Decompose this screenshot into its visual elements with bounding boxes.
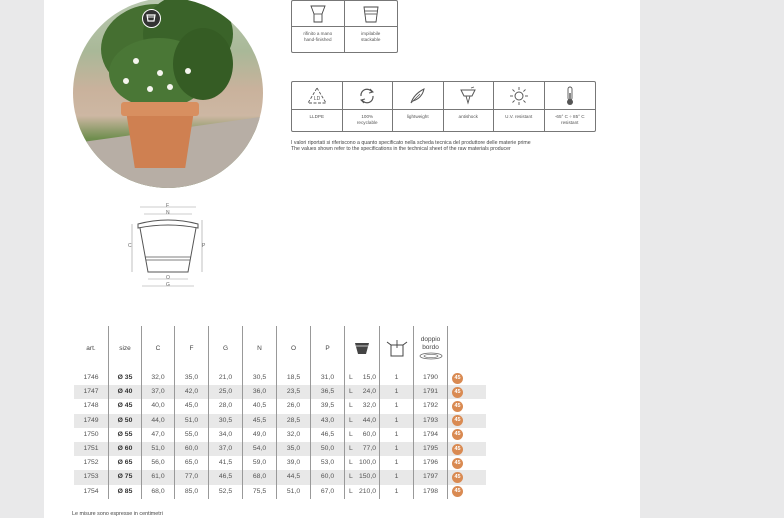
volume-value: 44,0 <box>362 416 376 424</box>
hand-finished-pot-icon <box>292 1 344 27</box>
cell-p: 60,0 <box>311 470 345 484</box>
cell-volume <box>345 414 380 428</box>
cell-g: 25,0 <box>209 385 243 399</box>
ldpe-code-text: LD <box>313 95 320 102</box>
cell-f: 60,0 <box>175 442 209 456</box>
table-row <box>74 456 486 470</box>
cell-o: 44,5 <box>277 470 311 484</box>
feature-uv-resistant <box>494 82 545 131</box>
cell-g: 41,5 <box>209 456 243 470</box>
volume-value: 100,0 <box>358 459 376 467</box>
table-row <box>74 428 486 442</box>
product-photo <box>73 0 263 188</box>
cell-volume <box>345 470 380 484</box>
cell-g: 28,0 <box>209 399 243 413</box>
cell-size: Ø 45 <box>109 399 142 413</box>
volume-unit: L <box>349 374 353 381</box>
technical-drawing <box>128 202 208 290</box>
dim-label-n: N <box>166 210 170 216</box>
col-header-n: N <box>243 326 277 370</box>
cell-double-rim-code: 1794 <box>414 428 448 442</box>
cell-size: Ø 50 <box>109 414 142 428</box>
dim-label-p: P <box>202 243 206 249</box>
feature-recyclable <box>343 82 394 131</box>
column-divider <box>447 326 448 499</box>
note-english: The values shown refer to the specifications in the technical sheet of the raw materials producer <box>291 146 511 152</box>
cell-size: Ø 85 <box>109 485 142 499</box>
pot-cart-icon[interactable] <box>142 9 161 28</box>
cell-size: Ø 35 <box>109 371 142 385</box>
table-row <box>74 385 486 399</box>
cell-n: 30,5 <box>243 371 277 385</box>
column-divider <box>141 326 142 499</box>
cell-p: 50,0 <box>311 442 345 456</box>
feature-label-it: impilabile <box>361 31 381 36</box>
column-divider <box>208 326 209 499</box>
stackable-pot-icon <box>345 1 398 27</box>
cell-p: 46,5 <box>311 428 345 442</box>
recycle-ldpe-icon <box>292 82 342 110</box>
cell-p: 39,5 <box>311 399 345 413</box>
col-header-size: size <box>109 326 142 370</box>
cell-p: 31,0 <box>311 371 345 385</box>
volume-value: 15,0 <box>362 374 376 381</box>
volume-unit: L <box>349 402 353 410</box>
column-divider <box>379 326 380 499</box>
double-rim-label-1: doppio <box>420 336 441 343</box>
cell-n: 45,5 <box>243 414 277 428</box>
cell-g: 34,0 <box>209 428 243 442</box>
col-header-art: art. <box>74 326 109 370</box>
size-badge[interactable]: 45 <box>452 444 463 455</box>
antishock-pot-icon <box>444 82 494 110</box>
cell-n: 40,5 <box>243 399 277 413</box>
cell-art: 1753 <box>74 470 109 484</box>
table-row <box>74 371 486 385</box>
feature-label-en: hand-finished <box>303 37 332 42</box>
double-rim-icon <box>419 352 443 360</box>
cell-pack: 1 <box>380 399 414 413</box>
feature-label: LLDPE <box>309 114 325 119</box>
cell-c: 47,0 <box>142 428 175 442</box>
cell-f: 51,0 <box>175 414 209 428</box>
cell-f: 35,0 <box>175 371 209 385</box>
feature-lightweight <box>393 82 444 131</box>
cell-f: 85,0 <box>175 485 209 499</box>
feature-label: U.V. resistant <box>505 114 533 119</box>
cell-p: 67,0 <box>311 485 345 499</box>
cell-art: 1750 <box>74 428 109 442</box>
volume-value: 24,0 <box>362 388 376 396</box>
cell-n: 75,5 <box>243 485 277 499</box>
volume-unit: L <box>349 473 353 481</box>
cell-pack: 1 <box>380 371 414 385</box>
cell-o: 39,0 <box>277 456 311 470</box>
cell-o: 35,0 <box>277 442 311 456</box>
material-features <box>291 81 596 132</box>
feature-label: -65° C ÷ 85° C <box>554 114 585 119</box>
table-row <box>74 399 486 413</box>
finish-features <box>291 0 398 53</box>
cell-g: 52,5 <box>209 485 243 499</box>
feature-label: lightweight <box>406 114 429 119</box>
volume-unit: L <box>349 416 353 424</box>
feature-label-2: recyclable <box>356 120 378 125</box>
column-divider <box>108 326 109 499</box>
cell-art: 1749 <box>74 414 109 428</box>
cell-pack: 1 <box>380 485 414 499</box>
volume-unit: L <box>349 445 353 452</box>
table-row <box>74 470 486 484</box>
cell-volume <box>345 456 380 470</box>
table-row <box>74 414 486 428</box>
feature-label-it: rifinito a mano <box>303 31 333 36</box>
cell-f: 42,0 <box>175 385 209 399</box>
column-divider <box>344 326 345 499</box>
size-badge[interactable]: 45 <box>452 486 463 497</box>
volume-value: 77,0 <box>362 445 376 452</box>
volume-unit: L <box>349 487 353 495</box>
cell-art: 1748 <box>74 399 109 413</box>
cell-c: 51,0 <box>142 442 175 456</box>
cell-c: 32,0 <box>142 371 175 385</box>
size-badge[interactable]: 45 <box>452 472 463 483</box>
size-badge[interactable]: 45 <box>452 429 463 440</box>
column-divider <box>413 326 414 499</box>
thermometer-icon <box>545 82 595 110</box>
feature-hand-finished <box>292 1 345 52</box>
col-header-volume <box>345 326 380 370</box>
cell-double-rim-code: 1790 <box>414 371 448 385</box>
volume-value: 60,0 <box>362 430 376 438</box>
col-header-double-rim <box>414 326 448 370</box>
catalog-sheet <box>44 0 640 518</box>
feature-label: antishock <box>458 114 478 119</box>
dim-label-c: C <box>128 243 132 249</box>
cell-p: 36,5 <box>311 385 345 399</box>
box-pack-icon <box>386 339 408 357</box>
recycling-arrows-icon <box>343 82 393 110</box>
cell-f: 45,0 <box>175 399 209 413</box>
cell-f: 55,0 <box>175 428 209 442</box>
cell-volume <box>345 371 380 385</box>
cell-g: 21,0 <box>209 371 243 385</box>
cell-pack: 1 <box>380 428 414 442</box>
cell-size: Ø 60 <box>109 442 142 456</box>
feature-antishock <box>444 82 495 131</box>
col-header-o: O <box>277 326 311 370</box>
col-header-f: F <box>175 326 209 370</box>
cell-pack: 1 <box>380 470 414 484</box>
cell-volume <box>345 428 380 442</box>
column-divider <box>310 326 311 499</box>
column-divider <box>174 326 175 499</box>
note-italian: I valori riportati si riferiscono a quanto specificato nella scheda tecnica del produttore delle materie prime <box>291 140 531 146</box>
cell-volume <box>345 399 380 413</box>
col-header-p: P <box>311 326 345 370</box>
feature-stackable <box>345 1 398 52</box>
cell-double-rim-code: 1793 <box>414 414 448 428</box>
pot-volume-icon <box>354 341 370 355</box>
cell-double-rim-code: 1796 <box>414 456 448 470</box>
sun-icon <box>494 82 544 110</box>
size-badge[interactable]: 45 <box>452 415 463 426</box>
cell-c: 56,0 <box>142 456 175 470</box>
feather-icon <box>393 82 443 110</box>
cell-o: 51,0 <box>277 485 311 499</box>
cell-art: 1747 <box>74 385 109 399</box>
cell-volume <box>345 485 380 499</box>
size-badge[interactable]: 45 <box>452 373 463 384</box>
cell-double-rim-code: 1797 <box>414 470 448 484</box>
column-divider <box>242 326 243 499</box>
cell-n: 36,0 <box>243 385 277 399</box>
cell-size: Ø 55 <box>109 428 142 442</box>
volume-unit: L <box>349 459 353 467</box>
cell-g: 30,5 <box>209 414 243 428</box>
dim-label-o: O <box>166 275 170 281</box>
volume-value: 32,0 <box>362 402 376 410</box>
dim-label-f: F <box>166 203 170 209</box>
col-header-g: G <box>209 326 243 370</box>
cell-n: 54,0 <box>243 442 277 456</box>
cell-art: 1751 <box>74 442 109 456</box>
volume-value: 210,0 <box>358 487 376 495</box>
cell-o: 23,5 <box>277 385 311 399</box>
feature-lldpe <box>292 82 343 131</box>
cell-f: 65,0 <box>175 456 209 470</box>
size-badge[interactable]: 45 <box>452 458 463 469</box>
cell-o: 18,5 <box>277 371 311 385</box>
feature-label: 100% <box>361 114 374 119</box>
cell-art: 1746 <box>74 371 109 385</box>
cell-volume <box>345 442 380 456</box>
cell-c: 61,0 <box>142 470 175 484</box>
volume-value: 150,0 <box>358 473 376 481</box>
feature-label-2: resistant <box>561 120 579 125</box>
cell-volume <box>345 385 380 399</box>
cell-pack: 1 <box>380 414 414 428</box>
cell-size: Ø 75 <box>109 470 142 484</box>
cell-c: 40,0 <box>142 399 175 413</box>
col-header-c: C <box>142 326 175 370</box>
cell-f: 77,0 <box>175 470 209 484</box>
cell-n: 59,0 <box>243 456 277 470</box>
cell-c: 68,0 <box>142 485 175 499</box>
volume-unit: L <box>349 430 353 438</box>
table-row <box>74 442 486 456</box>
cell-double-rim-code: 1795 <box>414 442 448 456</box>
cell-n: 68,0 <box>243 470 277 484</box>
cell-o: 28,5 <box>277 414 311 428</box>
column-divider <box>276 326 277 499</box>
cell-p: 53,0 <box>311 456 345 470</box>
footnote: Le misure sono espresse in centimetri <box>72 511 163 517</box>
cell-o: 26,0 <box>277 399 311 413</box>
cell-g: 46,5 <box>209 470 243 484</box>
cell-g: 37,0 <box>209 442 243 456</box>
cell-pack: 1 <box>380 385 414 399</box>
size-badge[interactable]: 45 <box>452 401 463 412</box>
cell-art: 1754 <box>74 485 109 499</box>
feature-label-en: stackable <box>361 37 381 42</box>
cell-pack: 1 <box>380 456 414 470</box>
cell-size: Ø 65 <box>109 456 142 470</box>
cell-p: 43,0 <box>311 414 345 428</box>
volume-unit: L <box>349 388 353 396</box>
cell-pack: 1 <box>380 442 414 456</box>
feature-temperature <box>545 82 595 131</box>
cell-size: Ø 40 <box>109 385 142 399</box>
cell-double-rim-code: 1798 <box>414 485 448 499</box>
cell-c: 37,0 <box>142 385 175 399</box>
cell-double-rim-code: 1792 <box>414 399 448 413</box>
cell-c: 44,0 <box>142 414 175 428</box>
cell-double-rim-code: 1791 <box>414 385 448 399</box>
table-row <box>74 485 486 499</box>
col-header-pack <box>380 326 414 370</box>
cell-o: 32,0 <box>277 428 311 442</box>
size-badge[interactable]: 45 <box>452 387 463 398</box>
cell-art: 1752 <box>74 456 109 470</box>
double-rim-label-2: bordo <box>422 344 439 351</box>
cell-n: 49,0 <box>243 428 277 442</box>
dim-label-g: G <box>166 282 170 288</box>
